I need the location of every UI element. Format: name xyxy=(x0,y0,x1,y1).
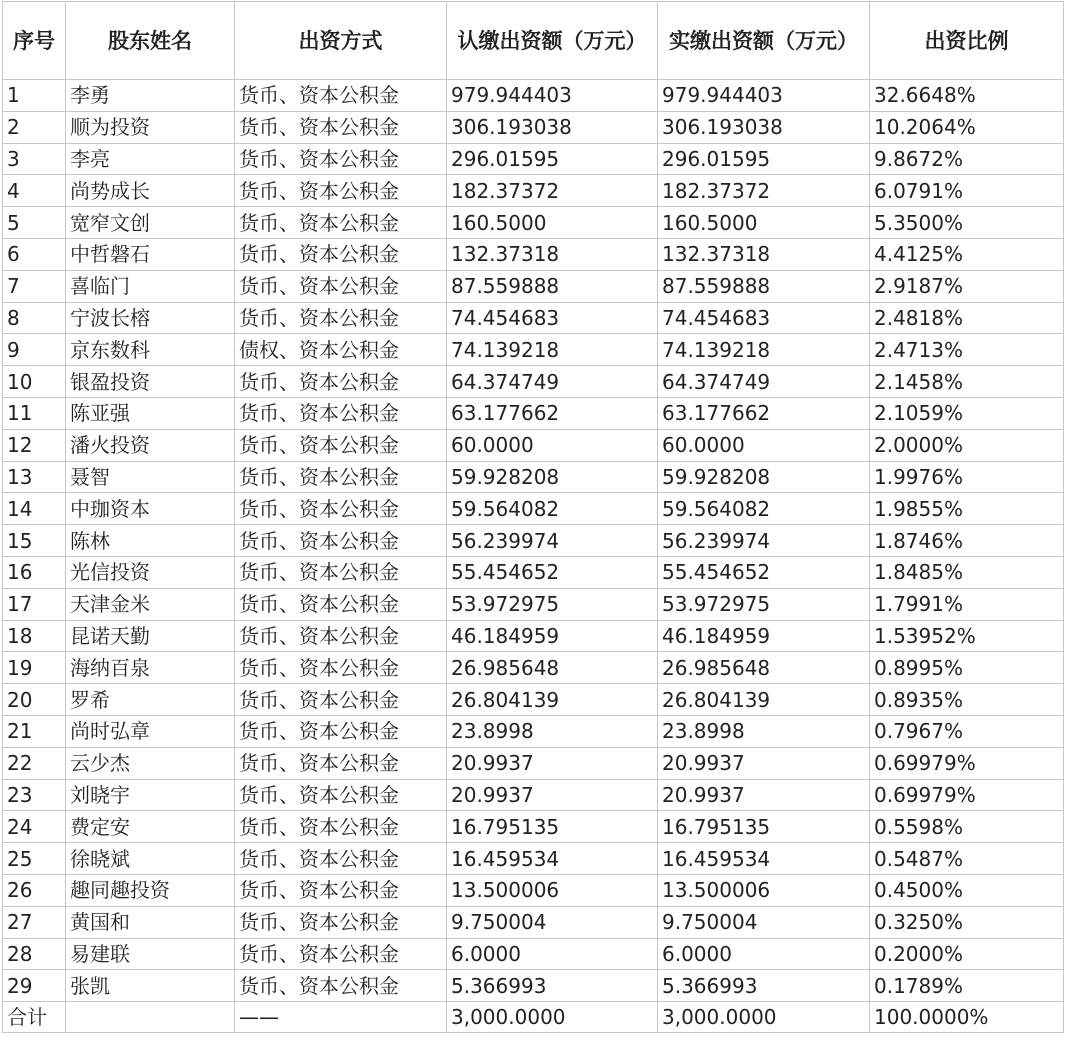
cell-subscribed: 46.184959 xyxy=(447,620,658,652)
cell-subscribed: 9.750004 xyxy=(447,906,658,938)
cell-paid: 74.454683 xyxy=(658,302,870,334)
cell-subscribed: 16.459534 xyxy=(447,843,658,875)
cell-subscribed: 74.454683 xyxy=(447,302,658,334)
cell-paid: 9.750004 xyxy=(658,906,870,938)
cell-no: 8 xyxy=(3,302,66,334)
cell-method: 货币、资本公积金 xyxy=(235,302,447,334)
cell-ratio: 32.6648% xyxy=(870,80,1064,112)
cell-ratio: 0.2000% xyxy=(870,938,1064,970)
cell-paid: 59.564082 xyxy=(658,493,870,525)
cell-subscribed: 63.177662 xyxy=(447,397,658,429)
cell-name: 李勇 xyxy=(66,80,235,112)
header-method: 出资方式 xyxy=(235,2,447,80)
cell-subscribed: 306.193038 xyxy=(447,111,658,143)
cell-name: 中哲磐石 xyxy=(66,238,235,270)
cell-method: 货币、资本公积金 xyxy=(235,715,447,747)
total-name-empty xyxy=(66,1002,235,1033)
table-row xyxy=(3,525,1064,557)
cell-no: 9 xyxy=(3,334,66,366)
cell-paid: 296.01595 xyxy=(658,143,870,175)
cell-no: 1 xyxy=(3,80,66,112)
cell-subscribed: 60.0000 xyxy=(447,429,658,461)
cell-paid: 182.37372 xyxy=(658,175,870,207)
cell-ratio: 0.1789% xyxy=(870,970,1064,1002)
cell-name: 趣同趣投资 xyxy=(66,874,235,906)
cell-no: 26 xyxy=(3,874,66,906)
cell-no: 23 xyxy=(3,779,66,811)
cell-ratio: 0.69979% xyxy=(870,747,1064,779)
cell-ratio: 0.8995% xyxy=(870,652,1064,684)
cell-method: 货币、资本公积金 xyxy=(235,111,447,143)
cell-name: 宽窄文创 xyxy=(66,207,235,239)
cell-no: 11 xyxy=(3,397,66,429)
cell-ratio: 1.53952% xyxy=(870,620,1064,652)
cell-method: 货币、资本公积金 xyxy=(235,779,447,811)
cell-method: 货币、资本公积金 xyxy=(235,874,447,906)
cell-ratio: 10.2064% xyxy=(870,111,1064,143)
cell-method: 债权、资本公积金 xyxy=(235,334,447,366)
cell-paid: 59.928208 xyxy=(658,461,870,493)
cell-name: 喜临门 xyxy=(66,270,235,302)
cell-subscribed: 64.374749 xyxy=(447,366,658,398)
cell-no: 24 xyxy=(3,811,66,843)
cell-ratio: 1.9976% xyxy=(870,461,1064,493)
table-row xyxy=(3,938,1064,970)
cell-ratio: 1.8485% xyxy=(870,556,1064,588)
cell-no: 16 xyxy=(3,556,66,588)
table-row xyxy=(3,270,1064,302)
cell-subscribed: 132.37318 xyxy=(447,238,658,270)
cell-no: 2 xyxy=(3,111,66,143)
table-row xyxy=(3,461,1064,493)
cell-paid: 87.559888 xyxy=(658,270,870,302)
cell-method: 货币、资本公积金 xyxy=(235,906,447,938)
cell-name: 潘火投资 xyxy=(66,429,235,461)
cell-name: 徐晓斌 xyxy=(66,843,235,875)
table-row xyxy=(3,366,1064,398)
cell-paid: 5.366993 xyxy=(658,970,870,1002)
table-row xyxy=(3,588,1064,620)
cell-name: 昆诺天勤 xyxy=(66,620,235,652)
table-footer xyxy=(3,1002,1064,1033)
header-ratio: 出资比例 xyxy=(870,2,1064,80)
cell-paid: 63.177662 xyxy=(658,397,870,429)
cell-subscribed: 16.795135 xyxy=(447,811,658,843)
cell-paid: 20.9937 xyxy=(658,779,870,811)
cell-no: 3 xyxy=(3,143,66,175)
cell-subscribed: 296.01595 xyxy=(447,143,658,175)
shareholder-table xyxy=(2,1,1064,1033)
cell-subscribed: 87.559888 xyxy=(447,270,658,302)
cell-name: 顺为投资 xyxy=(66,111,235,143)
cell-name: 天津金米 xyxy=(66,588,235,620)
cell-ratio: 6.0791% xyxy=(870,175,1064,207)
table-row xyxy=(3,811,1064,843)
cell-ratio: 9.8672% xyxy=(870,143,1064,175)
cell-method: 货币、资本公积金 xyxy=(235,747,447,779)
cell-method: 货币、资本公积金 xyxy=(235,525,447,557)
cell-subscribed: 20.9937 xyxy=(447,747,658,779)
table-row xyxy=(3,207,1064,239)
cell-method: 货币、资本公积金 xyxy=(235,588,447,620)
cell-subscribed: 55.454652 xyxy=(447,556,658,588)
cell-subscribed: 6.0000 xyxy=(447,938,658,970)
cell-ratio: 1.7991% xyxy=(870,588,1064,620)
cell-name: 银盈投资 xyxy=(66,366,235,398)
cell-method: 货币、资本公积金 xyxy=(235,938,447,970)
cell-subscribed: 26.804139 xyxy=(447,684,658,716)
cell-name: 尚势成长 xyxy=(66,175,235,207)
cell-ratio: 0.3250% xyxy=(870,906,1064,938)
cell-paid: 23.8998 xyxy=(658,715,870,747)
cell-method: 货币、资本公积金 xyxy=(235,843,447,875)
cell-method: 货币、资本公积金 xyxy=(235,620,447,652)
table-row xyxy=(3,429,1064,461)
cell-subscribed: 56.239974 xyxy=(447,525,658,557)
cell-ratio: 0.7967% xyxy=(870,715,1064,747)
table-row xyxy=(3,747,1064,779)
cell-ratio: 0.4500% xyxy=(870,874,1064,906)
cell-ratio: 0.69979% xyxy=(870,779,1064,811)
cell-paid: 20.9937 xyxy=(658,747,870,779)
cell-paid: 60.0000 xyxy=(658,429,870,461)
cell-subscribed: 26.985648 xyxy=(447,652,658,684)
cell-no: 20 xyxy=(3,684,66,716)
cell-name: 光信投资 xyxy=(66,556,235,588)
cell-method: 货币、资本公积金 xyxy=(235,970,447,1002)
table-row xyxy=(3,111,1064,143)
cell-paid: 306.193038 xyxy=(658,111,870,143)
header-subscribed: 认缴出资额（万元） xyxy=(447,2,658,80)
cell-ratio: 0.5598% xyxy=(870,811,1064,843)
table-row xyxy=(3,715,1064,747)
total-row xyxy=(3,1002,1064,1033)
cell-ratio: 0.8935% xyxy=(870,684,1064,716)
cell-no: 27 xyxy=(3,906,66,938)
cell-ratio: 2.4713% xyxy=(870,334,1064,366)
cell-subscribed: 979.944403 xyxy=(447,80,658,112)
table-row xyxy=(3,493,1064,525)
cell-name: 刘晓宇 xyxy=(66,779,235,811)
cell-paid: 53.972975 xyxy=(658,588,870,620)
cell-no: 19 xyxy=(3,652,66,684)
cell-no: 18 xyxy=(3,620,66,652)
cell-no: 5 xyxy=(3,207,66,239)
cell-paid: 74.139218 xyxy=(658,334,870,366)
cell-method: 货币、资本公积金 xyxy=(235,652,447,684)
cell-method: 货币、资本公积金 xyxy=(235,461,447,493)
cell-name: 张凯 xyxy=(66,970,235,1002)
cell-no: 4 xyxy=(3,175,66,207)
cell-method: 货币、资本公积金 xyxy=(235,143,447,175)
cell-paid: 64.374749 xyxy=(658,366,870,398)
cell-subscribed: 53.972975 xyxy=(447,588,658,620)
cell-ratio: 4.4125% xyxy=(870,238,1064,270)
table-header xyxy=(3,2,1064,80)
header-no: 序号 xyxy=(3,2,66,80)
table-row xyxy=(3,684,1064,716)
cell-method: 货币、资本公积金 xyxy=(235,811,447,843)
cell-name: 易建联 xyxy=(66,938,235,970)
cell-name: 海纳百泉 xyxy=(66,652,235,684)
cell-subscribed: 5.366993 xyxy=(447,970,658,1002)
cell-method: 货币、资本公积金 xyxy=(235,684,447,716)
cell-no: 10 xyxy=(3,366,66,398)
total-paid: 3,000.0000 xyxy=(658,1002,870,1033)
cell-ratio: 2.1059% xyxy=(870,397,1064,429)
cell-no: 28 xyxy=(3,938,66,970)
total-subscribed: 3,000.0000 xyxy=(447,1002,658,1033)
cell-method: 货币、资本公积金 xyxy=(235,80,447,112)
cell-name: 黄国和 xyxy=(66,906,235,938)
cell-paid: 55.454652 xyxy=(658,556,870,588)
table-row xyxy=(3,302,1064,334)
cell-ratio: 1.9855% xyxy=(870,493,1064,525)
table-row xyxy=(3,143,1064,175)
cell-name: 京东数科 xyxy=(66,334,235,366)
cell-subscribed: 182.37372 xyxy=(447,175,658,207)
cell-paid: 132.37318 xyxy=(658,238,870,270)
cell-name: 李亮 xyxy=(66,143,235,175)
cell-method: 货币、资本公积金 xyxy=(235,270,447,302)
total-ratio: 100.0000% xyxy=(870,1002,1064,1033)
cell-ratio: 0.5487% xyxy=(870,843,1064,875)
table-row xyxy=(3,238,1064,270)
cell-subscribed: 59.928208 xyxy=(447,461,658,493)
cell-subscribed: 13.500006 xyxy=(447,874,658,906)
table-row xyxy=(3,397,1064,429)
cell-name: 罗希 xyxy=(66,684,235,716)
table-row xyxy=(3,334,1064,366)
cell-paid: 979.944403 xyxy=(658,80,870,112)
total-method: —— xyxy=(235,1002,447,1033)
cell-paid: 6.0000 xyxy=(658,938,870,970)
table-row xyxy=(3,843,1064,875)
cell-paid: 16.795135 xyxy=(658,811,870,843)
cell-name: 尚时弘章 xyxy=(66,715,235,747)
cell-method: 货币、资本公积金 xyxy=(235,429,447,461)
cell-ratio: 2.9187% xyxy=(870,270,1064,302)
cell-method: 货币、资本公积金 xyxy=(235,238,447,270)
cell-no: 29 xyxy=(3,970,66,1002)
cell-ratio: 5.3500% xyxy=(870,207,1064,239)
cell-name: 费定安 xyxy=(66,811,235,843)
cell-method: 货币、资本公积金 xyxy=(235,397,447,429)
cell-name: 云少杰 xyxy=(66,747,235,779)
cell-subscribed: 23.8998 xyxy=(447,715,658,747)
table-row xyxy=(3,652,1064,684)
cell-no: 15 xyxy=(3,525,66,557)
cell-ratio: 1.8746% xyxy=(870,525,1064,557)
total-label: 合计 xyxy=(3,1002,66,1033)
cell-name: 宁波长榕 xyxy=(66,302,235,334)
cell-name: 中珈资本 xyxy=(66,493,235,525)
table-row xyxy=(3,620,1064,652)
cell-method: 货币、资本公积金 xyxy=(235,493,447,525)
cell-name: 聂智 xyxy=(66,461,235,493)
cell-no: 21 xyxy=(3,715,66,747)
cell-ratio: 2.0000% xyxy=(870,429,1064,461)
table-row xyxy=(3,80,1064,112)
cell-no: 22 xyxy=(3,747,66,779)
cell-name: 陈林 xyxy=(66,525,235,557)
cell-no: 14 xyxy=(3,493,66,525)
table-row xyxy=(3,970,1064,1002)
cell-method: 货币、资本公积金 xyxy=(235,175,447,207)
table-row xyxy=(3,906,1064,938)
cell-paid: 160.5000 xyxy=(658,207,870,239)
cell-name: 陈亚强 xyxy=(66,397,235,429)
cell-method: 货币、资本公积金 xyxy=(235,207,447,239)
table-body xyxy=(3,80,1064,1002)
cell-subscribed: 20.9937 xyxy=(447,779,658,811)
cell-ratio: 2.1458% xyxy=(870,366,1064,398)
cell-paid: 26.804139 xyxy=(658,684,870,716)
cell-no: 7 xyxy=(3,270,66,302)
cell-paid: 56.239974 xyxy=(658,525,870,557)
cell-subscribed: 160.5000 xyxy=(447,207,658,239)
cell-no: 13 xyxy=(3,461,66,493)
cell-method: 货币、资本公积金 xyxy=(235,366,447,398)
cell-subscribed: 74.139218 xyxy=(447,334,658,366)
cell-no: 25 xyxy=(3,843,66,875)
table-row xyxy=(3,556,1064,588)
cell-no: 6 xyxy=(3,238,66,270)
table-row xyxy=(3,779,1064,811)
cell-paid: 46.184959 xyxy=(658,620,870,652)
cell-no: 17 xyxy=(3,588,66,620)
cell-paid: 26.985648 xyxy=(658,652,870,684)
cell-paid: 16.459534 xyxy=(658,843,870,875)
table-row xyxy=(3,874,1064,906)
header-name: 股东姓名 xyxy=(66,2,235,80)
table-row xyxy=(3,175,1064,207)
cell-method: 货币、资本公积金 xyxy=(235,556,447,588)
cell-ratio: 2.4818% xyxy=(870,302,1064,334)
cell-paid: 13.500006 xyxy=(658,874,870,906)
header-row xyxy=(3,2,1064,80)
header-paid: 实缴出资额（万元） xyxy=(658,2,870,80)
cell-subscribed: 59.564082 xyxy=(447,493,658,525)
cell-no: 12 xyxy=(3,429,66,461)
